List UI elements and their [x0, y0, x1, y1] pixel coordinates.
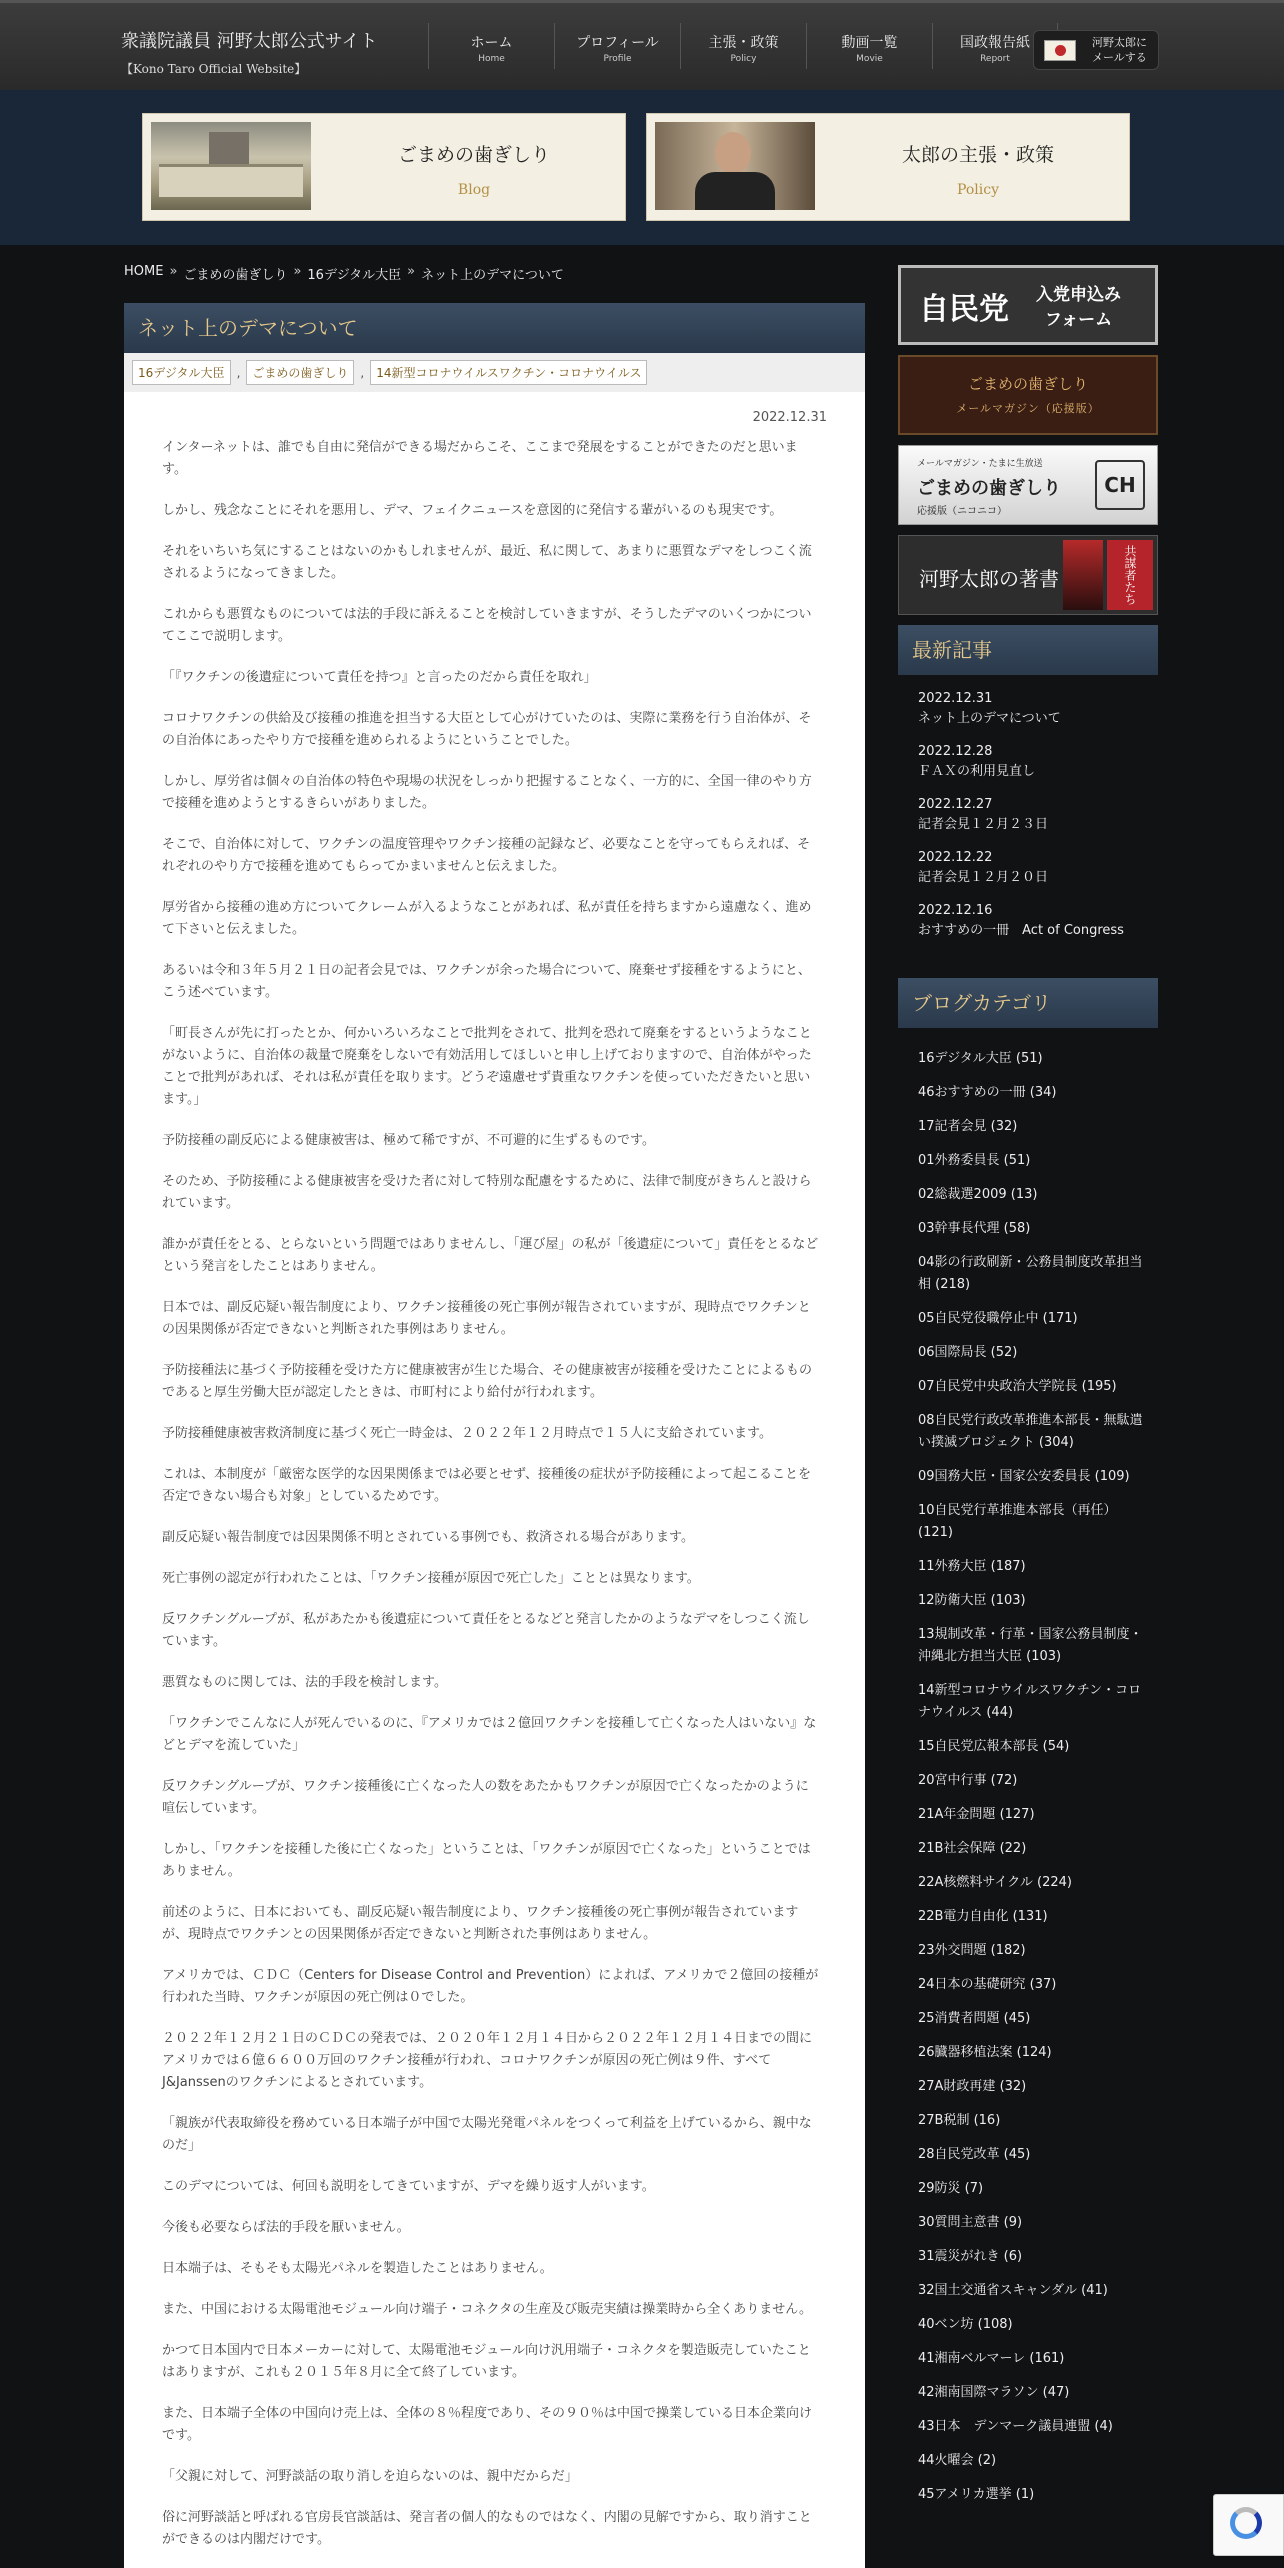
category-link[interactable]: 22B電力自由化 (131): [918, 1909, 1048, 1924]
category-heading: ブログカテゴリ: [898, 978, 1158, 1028]
nav-movie[interactable]: [806, 23, 932, 69]
article-paragraph: 日本端子は、そもそも太陽光パネルを製造したことはありません。: [162, 2261, 553, 2276]
recent-post-link[interactable]: [918, 742, 1158, 782]
nav-label-en: Policy: [730, 54, 757, 64]
category-link[interactable]: 08自民党行政改革推進本部長・無駄遣い撲滅プロジェクト (304): [918, 1413, 1143, 1450]
policy-banner[interactable]: [646, 113, 1130, 221]
ldp-logo-text: 自民党: [919, 292, 1009, 327]
recent-post-title: ＦＡＸの利用見直し: [918, 764, 1036, 779]
article-paragraph: 副反応疑い報告制度では因果関係不明とされている事例でも、救済される場合があります。: [162, 1530, 694, 1545]
recent-post-title: ネット上のデマについて: [918, 711, 1061, 726]
article-paragraph: 「『ワクチンの後遺症について責任を持つ』と言ったのだから責任を取れ」: [162, 670, 597, 685]
recent-heading: 最新記事: [898, 625, 1158, 675]
article-tags: [124, 353, 865, 392]
recent-post-date: 2022.12.31: [918, 691, 993, 706]
mag-subtitle: メールマガジン（応援版）: [956, 402, 1100, 415]
breadcrumb-separator: »: [293, 264, 302, 279]
breadcrumb-home[interactable]: HOME: [124, 264, 164, 279]
category-link[interactable]: 10自民党行革推進本部長（再任） (121): [918, 1503, 1117, 1540]
recent-post-link[interactable]: [918, 795, 1158, 835]
breadcrumb-separator: »: [407, 264, 416, 279]
article-date: 2022.12.31: [752, 410, 827, 425]
article-title: ネット上のデマについて: [124, 303, 865, 353]
recent-post-title: 記者会見１２月２０日: [918, 870, 1049, 885]
tag-separator: ,: [360, 365, 365, 380]
article-paragraph: 「父親に対して、河野談話の取り消しを迫らないのは、親中だからだ」: [162, 2469, 578, 2484]
category-link[interactable]: 05自民党役職停止中 (171): [918, 1311, 1078, 1326]
nav-label-en: Report: [980, 54, 1010, 64]
banner-title: 太郎の主張・政策: [901, 144, 1054, 166]
nav-policy[interactable]: [680, 23, 806, 69]
books-banner[interactable]: [898, 535, 1158, 615]
article: [124, 303, 865, 2568]
tag-link[interactable]: 16デジタル大臣: [132, 360, 231, 385]
category-link[interactable]: 02総裁選2009 (13): [918, 1187, 1038, 1202]
breadcrumb-separator: »: [169, 264, 178, 279]
nico-caption: メールマガジン・たまに生放送: [917, 459, 1043, 469]
article-paragraph: コロナワクチンの供給及び接種の推進を担当する大臣として心がけていたのは、実際に業務を行う自治体が、その自治体にあったやり方で接種を進められるようにということでした。: [162, 711, 812, 748]
category-link[interactable]: 32国土交通省スキャンダル (41): [918, 2283, 1108, 2298]
category-link[interactable]: 25消費者問題 (45): [918, 2011, 1031, 2026]
article-paragraph: そのため、予防接種による健康被害を受けた者に対して特別な配慮をするために、法律で制度がきちんと設けられています。: [162, 1174, 812, 1211]
category-link[interactable]: 21A年金問題 (127): [918, 1807, 1035, 1822]
nav-home[interactable]: [428, 23, 554, 69]
article-paragraph: 予防接種の副反応による健康被害は、極めて稀ですが、不可避的に生ずるものです。: [162, 1133, 655, 1148]
nav-label: 主張・政策: [708, 35, 779, 51]
nav-label: 国政報告紙: [960, 35, 1030, 51]
mail-button[interactable]: [1033, 30, 1159, 70]
japan-flag-icon: [1044, 40, 1076, 61]
mail-magazine-banner[interactable]: [898, 355, 1158, 435]
article-paragraph: また、日本端子全体の中国向け売上は、全体の８％程度であり、その９０％は中国で操業している日本企業向けです。: [162, 2406, 813, 2443]
recent-list: [898, 675, 1158, 974]
article-paragraph: あるいは令和３年５月２１日の記者会見では、ワクチンが余った場合について、廃棄せず接種をするようにと、こう述べています。: [162, 963, 811, 1000]
category-link[interactable]: 26臓器移植法案 (124): [918, 2045, 1052, 2060]
diet-building-image: [151, 122, 311, 210]
recent-post-link[interactable]: [918, 848, 1158, 888]
book-cover-image: [1063, 540, 1103, 610]
category-link[interactable]: 13規制改革・行革・国家公務員制度・沖縄北方担当大臣 (103): [918, 1627, 1143, 1664]
article-paragraph: 「親族が代表取締役を務めている日本端子が中国で太陽光発電パネルをつくって利益を上げているから、親中なのだ」: [162, 2116, 812, 2153]
category-link[interactable]: 45アメリカ選挙 (1): [918, 2487, 1035, 2502]
portrait-image: [655, 122, 815, 210]
category-link[interactable]: 46おすすめの一冊 (34): [918, 1085, 1057, 1100]
category-link[interactable]: 27A財政再建 (32): [918, 2079, 1027, 2094]
category-link[interactable]: 11外務大臣 (187): [918, 1559, 1026, 1574]
category-link[interactable]: 17記者会見 (32): [918, 1119, 1018, 1134]
breadcrumb-blog[interactable]: ごまめの歯ぎしり: [183, 268, 288, 283]
recent-post-link[interactable]: [918, 689, 1158, 729]
article-paragraph: 「ワクチンでこんなに人が死んでいるのに、『アメリカでは２億回ワクチンを接種して亡くなった人はいない』などとデマを流していた」: [162, 1716, 817, 1753]
article-paragraph: 死亡事例の認定が行われたことは、「ワクチン接種が原因で死亡した」こととは異なります。: [162, 1571, 700, 1586]
recent-post-date: 2022.12.16: [918, 903, 993, 918]
category-link[interactable]: 06国際局長 (52): [918, 1345, 1018, 1360]
tag-link[interactable]: ごまめの歯ぎしり: [246, 360, 354, 385]
article-paragraph: これは、本制度が「厳密な医学的な因果関係までは必要とせず、接種後の症状が予防接種によって起こることを否定できない場合も対象」としているためです。: [162, 1467, 811, 1504]
article-paragraph: 予防接種健康被害救済制度に基づく死亡一時金は、２０２２年１２月時点で１５人に支給されています。: [162, 1426, 772, 1441]
recent-post-date: 2022.12.28: [918, 744, 993, 759]
category-link[interactable]: 44火曜会 (2): [918, 2453, 997, 2468]
mail-line2: メールする: [1092, 51, 1147, 64]
join-form-line1: 入党申込み: [1036, 285, 1121, 305]
join-form-line2: フォーム: [1044, 310, 1113, 330]
article-paragraph: かつて日本国内で日本メーカーに対して、太陽電池モジュール向け汎用端子・コネクタを製造販売していたことはありますが、これも２０１５年８月に全て終了しています。: [162, 2343, 811, 2380]
category-link[interactable]: 21B社会保障 (22): [918, 1841, 1027, 1856]
book-cover-title: 共謀者たち: [1107, 540, 1153, 610]
category-link[interactable]: 15自民党広報本部長 (54): [918, 1739, 1070, 1754]
article-paragraph: 日本では、副反応疑い報告制度により、ワクチン接種後の死亡事例が報告されていますが、現時点でワクチンとの因果関係が否定できないと判断された事例はありません。: [162, 1300, 811, 1337]
recent-post-title: おすすめの一冊 Act of Congress: [918, 923, 1124, 938]
article-paragraph: ２０２２年１２月２１日のＣＤＣの発表では、２０２０年１２月１４日から２０２２年１２月１４日までの間にアメリカでは６億６６００万回のワクチン接種が行われ、コロナワクチンが原因の死亡例は９件、すべてJ&Janssenのワクチンによるとされています。: [162, 2031, 813, 2090]
sidebar: [898, 265, 1158, 2518]
category-link[interactable]: 31震災がれき (6): [918, 2249, 1023, 2264]
article-paragraph: インターネットは、誰でも自由に発信ができる場だからこそ、ここまで発展をすることができたのだと思います。: [162, 440, 798, 477]
article-paragraph: 「町長さんが先に打ったとか、何かいろいろなことで批判をされて、批判を恐れて廃棄をするというようなことがないように、自治体の裁量で廃棄をしないで有効活用してほしいと申し上げておりますので、自治体がやったことで批判があれば、それは私が責任を取ります。どうぞ遠慮せず貴重なワクチンを使っていただきたいと思います。」: [162, 1026, 812, 1107]
recent-post-title: 記者会見１２月２３日: [918, 817, 1049, 832]
article-paragraph: そこで、自治体に対して、ワクチンの温度管理やワクチン接種の記録など、必要なことを守ってもらえれば、それぞれのやり方で接種を進めてもらってかまいませんと伝えました。: [162, 837, 811, 874]
breadcrumb-current: ネット上のデマについて: [421, 268, 564, 283]
nav-label-en: Movie: [856, 54, 883, 64]
niconico-logo-icon: CH: [1095, 460, 1145, 510]
category-link[interactable]: 43日本 デンマーク議員連盟 (4): [918, 2419, 1113, 2434]
category-link[interactable]: 03幹事長代理 (58): [918, 1221, 1031, 1236]
category-link[interactable]: 27B税制 (16): [918, 2113, 1001, 2128]
nav-profile[interactable]: [554, 23, 680, 69]
category-link[interactable]: 23外交問題 (182): [918, 1943, 1026, 1958]
article-paragraph: 誰かが責任をとる、とらないという問題ではありませんし、「運び屋」の私が「後遺症について」責任をとるなどという発言をしたことはありません。: [162, 1237, 819, 1274]
breadcrumb: [124, 264, 564, 283]
category-link[interactable]: 01外務委員長 (51): [918, 1153, 1031, 1168]
mail-line1: 河野太郎に: [1092, 36, 1147, 49]
article-paragraph: 前述のように、日本においても、副反応疑い報告制度により、ワクチン接種後の死亡事例が報告されていますが、現時点でワクチンとの因果関係が否定できないと判断された事例はありません。: [162, 1905, 799, 1942]
mag-title: ごまめの歯ぎしり: [967, 375, 1088, 393]
recent-post-date: 2022.12.27: [918, 797, 993, 812]
article-body: [124, 425, 865, 2551]
category-link[interactable]: 29防災 (7): [918, 2181, 984, 2196]
nico-subtitle: 応援版（ニコニコ）: [917, 506, 1007, 517]
category-link[interactable]: 04影の行政刷新・公務員制度改革担当相 (218): [918, 1255, 1143, 1292]
niconico-banner[interactable]: [898, 445, 1158, 525]
article-paragraph: しかし、残念なことにそれを悪用し、デマ、フェイクニュースを意図的に発信する輩がいるのも現実です。: [162, 503, 783, 518]
category-link[interactable]: 40ベン坊 (108): [918, 2317, 1013, 2332]
article-paragraph: 悪質なものに関しては、法的手段を検討します。: [162, 1675, 447, 1690]
join-form-label: [1036, 283, 1121, 333]
recent-post-link[interactable]: [918, 901, 1158, 941]
category-link[interactable]: 12防衛大臣 (103): [918, 1593, 1026, 1608]
category-link[interactable]: 09国務大臣・国家公安委員長 (109): [918, 1469, 1130, 1484]
site-header: [0, 0, 1284, 90]
recaptcha-badge[interactable]: [1213, 2494, 1284, 2556]
nav-label-en: Profile: [603, 54, 632, 64]
nav-label: プロフィール: [576, 35, 659, 51]
article-paragraph: それをいちいち気にすることはないのかもしれませんが、最近、私に関して、あまりに悪質なデマをしつこく流されるようになってきました。: [162, 544, 812, 581]
category-link[interactable]: 41湘南ベルマーレ (161): [918, 2351, 1065, 2366]
category-link[interactable]: 07自民党中央政治大学院長 (195): [918, 1379, 1117, 1394]
article-paragraph: 厚労省から接種の進め方についてクレームが入るようなことがあれば、私が責任を持ちますから遠慮なく、進めて下さいと伝えました。: [162, 900, 812, 937]
article-paragraph: しかし、厚労省は個々の自治体の特色や現場の状況をしっかり把握することなく、一方的に、全国一律のやり方で接種を進めようとするきらいがありました。: [162, 774, 812, 811]
ldp-join-form-banner[interactable]: [898, 265, 1158, 345]
category-list: [898, 1028, 1158, 2506]
article-paragraph: 予防接種法に基づく予防接種を受けた方に健康被害が生じた場合、その健康被害が接種を受けたことによるものであると厚生労働大臣が認定したときは、市町村により給付が行われます。: [162, 1363, 813, 1400]
article-paragraph: 俗に河野談話と呼ばれる官房長官談話は、発言者の個人的なものではなく、内閣の見解ですから、取り消すことができるのは内閣だけです。: [162, 2510, 812, 2547]
main-nav: [428, 23, 1058, 69]
article-paragraph: また、中国における太陽電池モジュール向け端子・コネクタの生産及び販売実績は操業時から全くありません。: [162, 2302, 813, 2317]
category-link[interactable]: 22A核燃料サイクル (224): [918, 1875, 1072, 1890]
nav-label: 動画一覧: [841, 35, 898, 51]
site-title[interactable]: 衆議院議員 河野太郎公式サイト: [121, 31, 378, 52]
category-link[interactable]: 20宮中行事 (72): [918, 1773, 1018, 1788]
mail-button-label: [1092, 35, 1147, 65]
banner-subtitle: Policy: [957, 182, 999, 198]
banner-title: ごまめの歯ぎしり: [397, 144, 550, 166]
books-label: 河野太郎の著書: [919, 567, 1059, 591]
article-paragraph: しかし、「ワクチンを接種した後に亡くなった」ということは、「ワクチンが原因で亡くなった」ということではありません。: [162, 1842, 811, 1879]
category-link[interactable]: 30質問主意書 (9): [918, 2215, 1023, 2230]
blog-banner[interactable]: [142, 113, 626, 221]
nav-label-en: Home: [478, 54, 505, 64]
banner-subtitle: Blog: [457, 182, 491, 198]
nav-label: ホーム: [470, 35, 513, 51]
site-subtitle: 【Kono Taro Official Website】: [121, 62, 307, 76]
article-paragraph: アメリカでは、ＣＤＣ（Centers for Disease Control and Prevention）によれば、アメリカで２億回の接種が行われた当時、ワクチンが原因の死亡例は０でした。: [162, 1968, 819, 2005]
banner-band: [0, 90, 1284, 245]
article-paragraph: これからも悪質なものについては法的手段に訴えることを検討していきますが、そうしたデマのいくつかについてここで説明します。: [162, 607, 812, 644]
category-link[interactable]: 24日本の基礎研究 (37): [918, 1977, 1057, 1992]
article-paragraph: 反ワクチングループが、ワクチン接種後に亡くなった人の数をあたかもワクチンが原因で亡くなったかのように喧伝しています。: [162, 1779, 809, 1816]
recent-post-date: 2022.12.22: [918, 850, 993, 865]
category-link[interactable]: 14新型コロナウイルスワクチン・コロナウイルス (44): [918, 1683, 1142, 1720]
article-paragraph: 反ワクチングループが、私があたかも後遺症について責任をとるなどと発言したかのようなデマをしつこく流しています。: [162, 1612, 810, 1649]
article-paragraph: 今後も必要ならば法的手段を厭いません。: [162, 2220, 410, 2235]
category-link[interactable]: 42湘南国際マラソン (47): [918, 2385, 1070, 2400]
article-paragraph: このデマについては、何回も説明をしてきていますが、デマを繰り返す人がいます。: [162, 2179, 655, 2194]
nico-title: ごまめの歯ぎしり: [917, 478, 1061, 499]
tag-link[interactable]: 14新型コロナウイルスワクチン・コロナウイルス: [370, 360, 647, 385]
category-link[interactable]: 28自民党改革 (45): [918, 2147, 1031, 2162]
category-link[interactable]: 16デジタル大臣 (51): [918, 1051, 1043, 1066]
tag-separator: ,: [236, 365, 241, 380]
breadcrumb-category[interactable]: 16デジタル大臣: [307, 268, 402, 283]
